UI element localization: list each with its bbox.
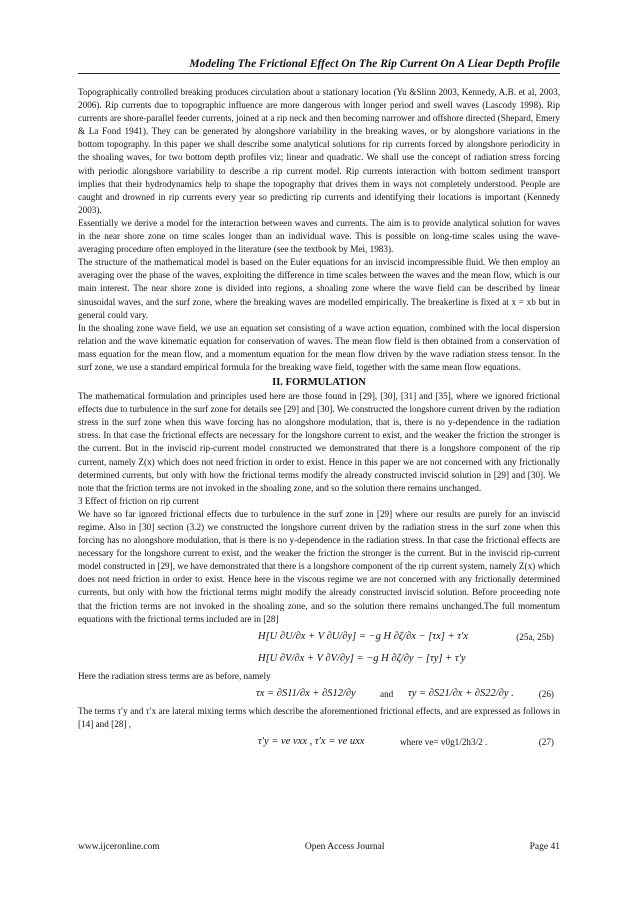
paragraph: Essentially we derive a model for the interaction between waves and currents. The aim is to provide analytical solution for waves in the near shore zone on time scales longer than an individual wave. This is possible on long-time scales using the wave-averaging procedure often employed in the literature (see the textbook by Mei, 1983).	[78, 217, 560, 255]
paragraph: Topographically controlled breaking produces circulation about a stationary location (Yu &Slinn 2003, Kennedy, A.B. et al, 2003, 2006). Rip currents due to topographic influence are more dangerous with longer period and swell waves (Lascody 1998). Rip currents are shore-parallel feeder currents, joined at a rip neck and then becoming narrower and offshore directed (Shepard, Emery & La Fond 1941). They can be generated by alongshore variability in the breaking waves, or by alongshore variations in the bottom topography. In this paper we shall describe some analytical solutions for rip currents forced by alongshore periodicity in the shoaling waves, for two bottom depth profiles viz; linear and quadratic. We shall use the concept of radiation stress forcing with periodic alongshore variability to describe a rip current model. Rip currents interaction with bottom sediment transport implies that their hydrodynamics help to shape the topography that drives them in ways not completely understood. People are caught and drowned in rip currents every year so predicting rip currents and identifying their locations is important (Kennedy 2003).	[78, 87, 560, 215]
equation-25a-body: H[U ∂U/∂x + V ∂U/∂y] = −g H ∂ζ/∂x − [τx] + τ′x	[258, 630, 468, 642]
equation-27-where: where ve= v0g1/2h3/2 .	[400, 737, 488, 748]
equation-27	[78, 731, 560, 753]
footer-page-number: Page 41	[529, 842, 560, 852]
running-title: Modeling The Frictional Effect On The Rip Current On A Liear Depth Profile	[189, 58, 560, 70]
equation-26-and: and	[380, 688, 394, 699]
footer-journal: Open Access Journal	[304, 842, 385, 852]
running-header	[78, 58, 560, 74]
equation-27-body: τ′y = νe vxx , τ′x = νe uxx	[258, 736, 365, 748]
equation-26-right: τy = ∂S21/∂x + ∂S22/∂y .	[408, 687, 514, 699]
equation-25b	[78, 648, 560, 670]
paragraph: We have so far ignored frictional effects due to turbulence in the surf zone in [29] where our results are purely for an inviscid regime. Also in [30] section (3.2) we constructed the longshore current driven by the radiation stress in the surf zone when this forcing has no alongshore modulation, that is there is no y-dependence in the radiation stress. In that case the frictional effects are necessary for the longshore current to exist, and the weaker the friction the stronger is the current. But in the inviscid rip-current model constructed in [29], we have demonstrated that there is a longshore component of the rip current system, namely Z(x) which does not need friction in order to exist. Hence here in the viscous regime we are not concerned with any frictionally determined currents, but only with how the frictional terms might modify the already constructed inviscid solution. Before proceeding note that the friction terms are not invoked in the shoaling zone, and so the solution there remains unchanged.The full momentum equations with the frictional terms included are in [28]	[78, 508, 560, 624]
page-footer	[78, 842, 560, 852]
equation-25b-body: H[U ∂V/∂x + V ∂V/∂y] = −g H ∂ζ/∂y − [τy] + τ′y	[258, 652, 466, 664]
paragraph: The terms τ′y and τ′x are lateral mixing terms which describe the aforementioned frictional effects, and are expressed as follows in [14] and [28] ,	[78, 705, 560, 729]
subsection-title: 3 Effect of friction on rip current	[78, 495, 199, 506]
equation-label-27: (27)	[538, 737, 554, 748]
page-body	[78, 86, 560, 753]
equation-label-26: (26)	[538, 688, 554, 699]
footer-website: www.ijceronline.com	[78, 842, 160, 852]
equation-intro: Here the radiation stress terms are as before, namely	[78, 670, 271, 681]
paragraph: The structure of the mathematical model is based on the Euler equations for an inviscid incompressible fluid. We then employ an averaging over the phase of the waves, exploiting the difference in time scales between the waves and the mean flow, which is our main interest. The near shore zone is divided into regions, a shoaling zone where the wave field can be described by linear sinusoidal waves, and the surf zone, where the breaking waves are modelled empirically. The breakerline is fixed at x = xb but in general could vary.	[78, 257, 560, 320]
equation-26	[78, 683, 560, 705]
equation-25a	[78, 626, 560, 648]
equation-label-25: (25a, 25b)	[516, 631, 554, 642]
paragraph: The mathematical formulation and principles used here are those found in [29], [30], [31] and [35], where we ignored frictional effects due to turbulence in the surf zone for details see [29] and [30]. We constructed the longshore current driven by the radiation stress in the surf zone when this wave forcing has no alongshore modulation, that is, there is no y-dependence in the radiation stress. In that case the frictional effects are necessary for the longshore current to exist, and the weaker the friction the stronger is the current. But in the inviscid rip-current model constructed we demonstrated that there is a longshore component of the rip current, namely Z(x) which does not need friction in order to exist. Hence in this paper we are not concerned with any frictionally determined currents, but only with how the frictional terms modify the already constructed inviscid solution in [29] and [30]. We note that the friction terms are not invoked in the shoaling zone, and so the solution there remains unchanged.	[78, 391, 560, 493]
section-heading: II. FORMULATION	[272, 377, 366, 389]
equation-26-left: τx = ∂S11/∂x + ∂S12/∂y	[256, 687, 356, 699]
paragraph: In the shoaling zone wave field, we use an equation set consisting of a wave action equation, combined with the local dispersion relation and the wave kinematic equation for conservation of waves. The mean flow field is then obtained from a conservation of mass equation for the mean flow, and a momentum equation for the mean flow driven by the wave radiation stress tensor. In the surf zone, we use a standard empirical formula for the breaking wave field, together with the same mean flow equations.	[78, 322, 560, 372]
